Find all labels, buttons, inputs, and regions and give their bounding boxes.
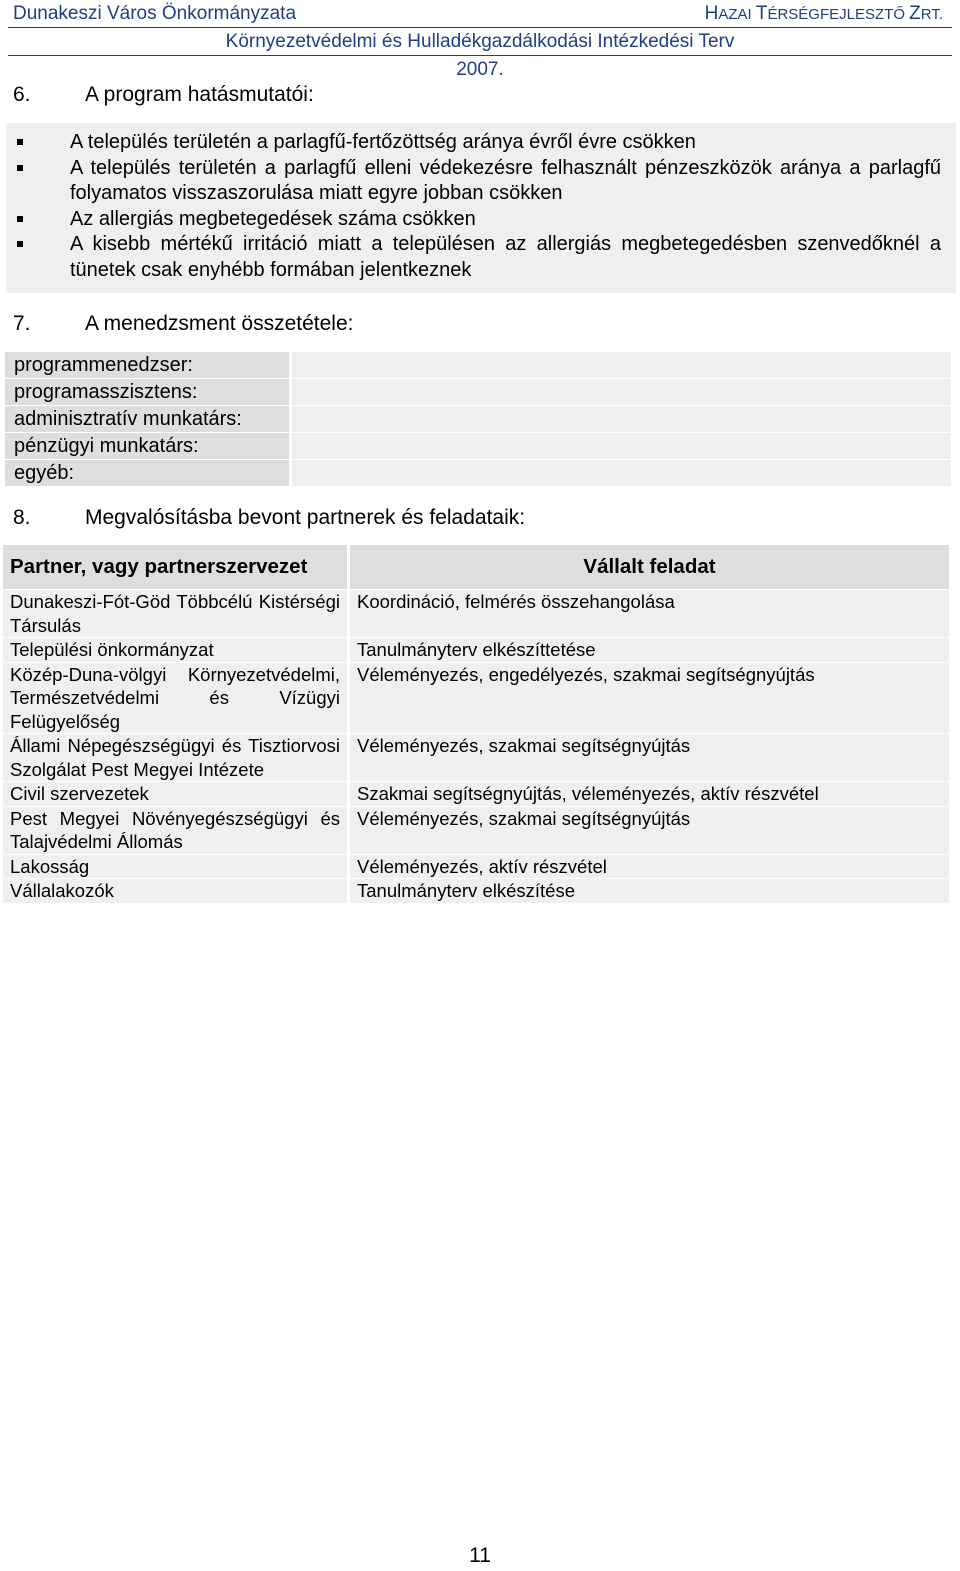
partners-header-row [3, 545, 949, 589]
management-row [5, 460, 951, 486]
partner-name: Pest Megyei Növényegészségügyi és Talajvédelmi Állomás [10, 807, 340, 852]
header-company-h: H [704, 3, 719, 24]
header-company-t: T [755, 3, 768, 24]
table-row [3, 855, 949, 879]
section8-title: Megvalósításba bevont partnerek és feladataik: [85, 506, 526, 529]
header-company-z: Z [909, 3, 921, 24]
section8-number: 8. [13, 506, 31, 529]
management-role-label: adminisztratív munkatárs: [5, 406, 289, 432]
section7-title: A menedzsment összetétele: [85, 312, 354, 335]
table-row [3, 807, 949, 854]
table-row [3, 734, 949, 781]
col-header-partner: Partner, vagy partnerszervezet [3, 545, 347, 589]
management-role-label: pénzügyi munkatárs: [5, 433, 289, 459]
partner-cell [3, 638, 347, 662]
management-row [5, 352, 951, 378]
section7-heading [13, 312, 353, 336]
partner-name: Lakosság [10, 855, 90, 877]
management-role-value [292, 460, 951, 486]
section6-heading [13, 83, 314, 107]
indicator-bullet-1: A település területén a parlagfű-fertőzöttség aránya évről évre csökken [6, 130, 941, 156]
task-cell: Szakmai segítségnyújtás, véleményezés, aktív részvétel [350, 782, 949, 806]
partner-name: Dunakeszi-Fót-Göd Többcélú Kistérségi Társulás [10, 591, 340, 636]
management-role-label: programmenedzser: [5, 352, 289, 378]
partner-name: Közép-Duna-völgyi Környezetvédelmi, Természetvédelmi és Vízügyi Felügyelőség [10, 663, 340, 732]
table-row [3, 782, 949, 806]
partner-cell [3, 782, 347, 806]
header-company-azai: AZAI [718, 6, 756, 23]
header-year: 2007. [456, 59, 504, 80]
task-cell: Véleményezés, aktív részvétel [350, 855, 949, 879]
table-row [3, 879, 949, 903]
header-company-ersegfejleszto: ÉRSÉGFEJLESZTŐ [767, 6, 910, 23]
task-cell: Véleményezés, engedélyezés, szakmai segítségnyújtás [350, 663, 949, 734]
management-row [5, 406, 951, 432]
task-cell: Véleményezés, szakmai segítségnyújtás [350, 807, 949, 854]
management-table [5, 352, 951, 487]
section8-heading [13, 506, 525, 530]
management-role-value [292, 433, 951, 459]
management-role-value [292, 406, 951, 432]
table-row [3, 663, 949, 734]
management-role-value [292, 352, 951, 378]
page-number: 11 [469, 1544, 491, 1567]
management-row [5, 433, 951, 459]
task-cell: Tanulmányterv elkészítése [350, 879, 949, 903]
management-role-label: egyéb: [5, 460, 289, 486]
task-cell: Koordináció, felmérés összehangolása [350, 590, 949, 637]
header-right-company [705, 3, 943, 25]
task-cell: Tanulmányterv elkészíttetése [350, 638, 949, 662]
section6-title: A program hatásmutatói: [85, 83, 314, 106]
table-row [3, 590, 949, 637]
partner-cell [3, 879, 347, 903]
indicator-bullet-2-text: A település területén a parlagfű elleni védekezésre felhasznált pénzeszközök aránya a parlagfű folyamatos visszaszorulása miatt egyre jobban csökken [70, 156, 941, 205]
management-row [5, 379, 951, 405]
col-header-task: Vállalt feladat [350, 545, 949, 589]
header-left-title: Dunakeszi Város Önkormányzata [13, 3, 297, 24]
partner-cell [3, 734, 347, 781]
header-subtitle: Környezetvédelmi és Hulladékgazdálkodási Intézkedési Terv [225, 31, 735, 52]
partner-cell [3, 855, 347, 879]
partner-name: Állami Népegészségügyi és Tisztiorvosi Szolgálat Pest Megyei Intézete [10, 735, 340, 780]
partner-name: Vállalakozók [10, 880, 114, 901]
header-rule-bottom [8, 55, 952, 56]
section6-number: 6. [13, 83, 31, 106]
header-rule-top [8, 27, 952, 28]
partners-table-wrap [3, 544, 949, 904]
partner-cell [3, 590, 347, 637]
indicator-bullet-3: Az allergiás megbetegedések száma csökken [6, 207, 941, 233]
indicator-bullet-4: A kisebb mértékű irritáció miatt a településen az allergiás megbetegedésben szenvedőknél a tünetek csak enyhébb formában jelentkeznek [6, 232, 941, 283]
management-role-label: programasszisztens: [5, 379, 289, 405]
indicator-bullet-2 [6, 156, 941, 207]
partner-name: Civil szervezetek [10, 783, 149, 804]
header-company-rt: RT. [920, 6, 943, 23]
management-role-value [292, 379, 951, 405]
section7-number: 7. [13, 312, 31, 335]
section6-indicator-box [6, 123, 956, 293]
partner-name: Települési önkormányzat [10, 639, 214, 660]
partner-cell [3, 807, 347, 854]
partners-table [3, 544, 949, 904]
task-cell: Véleményezés, szakmai segítségnyújtás [350, 734, 949, 781]
table-row [3, 638, 949, 662]
partner-cell [3, 663, 347, 734]
